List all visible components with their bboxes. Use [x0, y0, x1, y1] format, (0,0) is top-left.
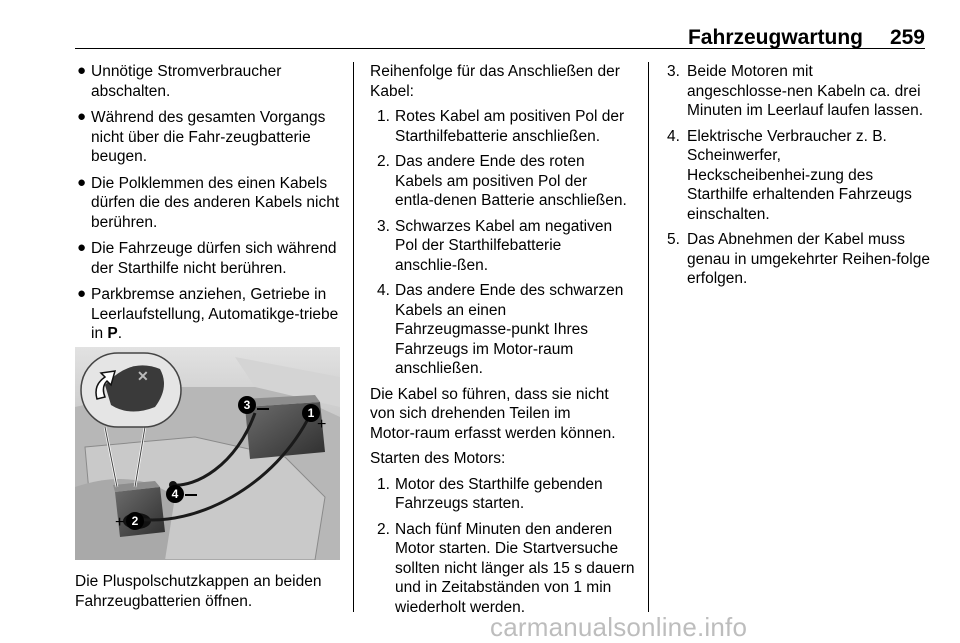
figure-caption: Die Pluspolschutzkappen an beiden Fahrzeugbatterien öffnen. [75, 573, 322, 610]
svg-text:+: + [317, 416, 327, 433]
column-2 [370, 62, 635, 623]
start-steps-list [370, 475, 635, 618]
bullet-item: ● Unnötige Stromverbraucher abschalten. [77, 62, 282, 100]
start-engine-heading: Starten des Motors: [370, 450, 506, 467]
jump-start-illustration [75, 347, 340, 560]
svg-text:3: 3 [243, 398, 251, 412]
bullet-dot-icon: ● [77, 239, 87, 256]
page-header [75, 26, 925, 49]
cable-routing-paragraph: Die Kabel so führen, dass sie nicht von sich drehenden Teilen im Motor‑raum erfasst werden können. [370, 385, 616, 442]
step-item: 3. Beide Motoren mit angeschlosse‑nen Kabeln ca. drei Minuten im Leerlauf laufen lassen. [667, 63, 924, 119]
bullet-item: ● Während des gesamten Vorgangs nicht über die Fahr‑zeugbatterie beugen. [77, 108, 326, 165]
gear-position-p: P [107, 325, 118, 342]
svg-text:1: 1 [307, 406, 315, 420]
bullet-item: ● Die Fahrzeuge dürfen sich während der Starthilfe nicht berühren. [77, 239, 337, 277]
connection-order-intro: Reihenfolge für das Anschließen der Kabel: [370, 63, 620, 100]
svg-text:+: + [115, 514, 125, 531]
bullet-dot-icon: ● [77, 173, 87, 191]
step-item: 4. Das andere Ende des schwarzen Kabels an einen Fahrzeugmasse‑punkt Ihres Fahrzeugs im Motor‑raum anschließen. [377, 282, 624, 377]
step-item: 2. Das andere Ende des roten Kabels am positiven Pol der entla‑denen Batterie anschließen. [377, 153, 627, 209]
step-item: 4. Elektrische Verbraucher z. B. Scheinwerfer, Heckscheibenhei‑zung des Starthilfe erhaltenden Fahrzeugs einschalten. [667, 127, 912, 223]
engine-bay-illustration [75, 347, 340, 560]
column-divider-1 [353, 62, 354, 612]
bullet-dot-icon: ● [77, 285, 87, 302]
connection-steps-list [370, 107, 635, 379]
bullet-item: ● Parkbremse anziehen, Getriebe in Leerlaufstellung, Automatikge‑triebe in P. [77, 285, 339, 342]
page-number: 259 [889, 26, 925, 49]
svg-text:4: 4 [171, 487, 179, 501]
svg-text:2: 2 [131, 514, 139, 528]
step-item: 3. Schwarzes Kabel am negativen Pol der Starthilfebatterie anschlie‑ßen. [377, 217, 613, 274]
bullet-item: ● Die Polklemmen des einen Kabels dürfen die des anderen Kabels nicht berühren. [77, 173, 340, 231]
column-divider-2 [648, 62, 649, 612]
bullet-dot-icon: ● [77, 108, 87, 125]
column-1 [75, 62, 340, 351]
step-item: 5. Das Abnehmen der Kabel muss genau in umgekehrter Reihen‑folge erfolgen. [667, 231, 930, 287]
column-3 [665, 62, 930, 295]
svg-text:✕: ✕ [137, 368, 149, 384]
watermark: carmanualsonline.info [490, 612, 748, 642]
bullet-dot-icon: ● [77, 62, 87, 79]
page-title: Fahrzeugwartung [687, 26, 863, 49]
step-item: 2. Nach fünf Minuten den anderen Motor starten. Die Startversuche sollten nicht länger als 15 s dauern und in Zeitabständen von 1 min wiederholt werden. [377, 520, 635, 616]
step-item: 1. Motor des Starthilfe gebenden Fahrzeugs starten. [377, 475, 603, 512]
step-item: 1. Rotes Kabel am positiven Pol der Starthilfebatterie anschließen. [377, 108, 625, 145]
safety-bullet-list [75, 62, 340, 344]
continued-steps-list [665, 62, 930, 289]
